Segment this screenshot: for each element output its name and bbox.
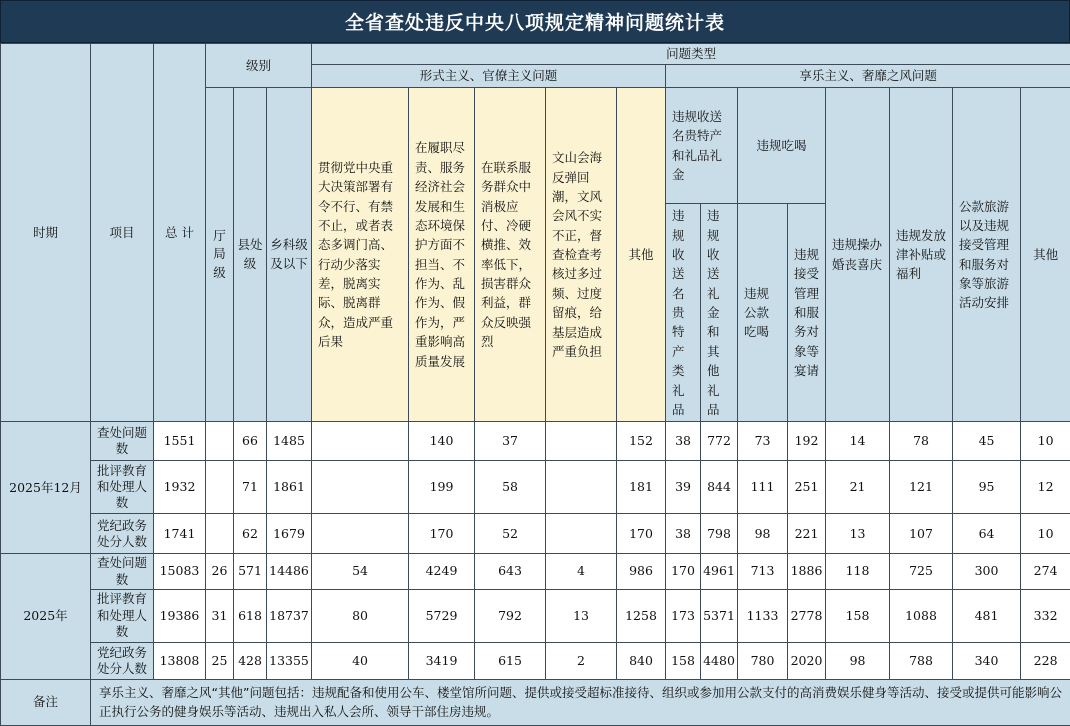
header-item: 项目 bbox=[91, 44, 154, 422]
table-cell: 725 bbox=[890, 554, 953, 590]
table-cell bbox=[206, 461, 234, 514]
table-cell: 192 bbox=[788, 422, 826, 461]
table-cell: 170 bbox=[617, 514, 666, 554]
table-cell: 1088 bbox=[890, 589, 953, 642]
table-cell: 54 bbox=[312, 554, 409, 590]
table-cell: 80 bbox=[312, 589, 409, 642]
stats-table bbox=[0, 43, 1070, 726]
table-cell: 4961 bbox=[701, 554, 738, 590]
table-cell: 14486 bbox=[267, 554, 312, 590]
table-cell: 844 bbox=[701, 461, 738, 514]
table-cell: 643 bbox=[475, 554, 546, 590]
header-level-xian: 县处级 bbox=[234, 88, 267, 422]
table-cell: 2 bbox=[546, 642, 617, 679]
table-cell: 98 bbox=[826, 642, 890, 679]
header-period: 时期 bbox=[1, 44, 91, 422]
table-cell: 173 bbox=[666, 589, 701, 642]
table-cell: 25 bbox=[206, 642, 234, 679]
header-h-eat: 违规吃喝 bbox=[738, 88, 826, 204]
header-h-gift: 违规收送名贵特产和礼品礼金 bbox=[666, 88, 738, 204]
table-cell: 1679 bbox=[267, 514, 312, 554]
header-h-travel: 公款旅游以及违规接受管理和服务对象等旅游活动安排 bbox=[953, 88, 1021, 422]
header-h-eat1: 违规公款吃喝 bbox=[738, 204, 788, 422]
table-cell: 199 bbox=[409, 461, 475, 514]
table-cell: 788 bbox=[890, 642, 953, 679]
table-cell bbox=[546, 422, 617, 461]
header-total: 总 计 bbox=[154, 44, 206, 422]
header-f1: 贯彻党中央重大决策部署有令不行、有禁不止，或者表态多调门高、行动少落实差，脱离实际、脱离群众，造成严重后果 bbox=[312, 88, 409, 422]
period-label: 2025年12月 bbox=[1, 422, 91, 554]
table-cell: 140 bbox=[409, 422, 475, 461]
header-h-subsidy: 违规发放津补贴或福利 bbox=[890, 88, 953, 422]
table-cell: 13 bbox=[546, 589, 617, 642]
table-cell: 1932 bbox=[154, 461, 206, 514]
table-cell: 38 bbox=[666, 514, 701, 554]
table-cell: 13355 bbox=[267, 642, 312, 679]
header-level: 级别 bbox=[206, 44, 312, 88]
table-cell bbox=[206, 422, 234, 461]
row-label: 党纪政务处分人数 bbox=[91, 642, 154, 679]
header-h-gift2: 违规收送礼金和其他礼品 bbox=[701, 204, 738, 422]
table-cell: 428 bbox=[234, 642, 267, 679]
table-cell: 181 bbox=[617, 461, 666, 514]
note-text: 享乐主义、奢靡之风“其他”问题包括：违规配备和使用公车、楼堂馆所问题、提供或接受超标准接待、组织或参加用公款支付的高消费娱乐健身等活动、接受或提供可能影响公正执行公务的健身娱乐等活动、违规出入私人会所、领导干部住房违规。 bbox=[91, 679, 1070, 725]
table-cell: 481 bbox=[953, 589, 1021, 642]
table-cell: 14 bbox=[826, 422, 890, 461]
table-row bbox=[1, 461, 1070, 514]
period-label: 2025年 bbox=[1, 554, 91, 680]
table-cell: 3419 bbox=[409, 642, 475, 679]
table-cell: 1258 bbox=[617, 589, 666, 642]
table-cell: 37 bbox=[475, 422, 546, 461]
table-cell: 98 bbox=[738, 514, 788, 554]
row-label: 查处问题数 bbox=[91, 554, 154, 590]
table-cell: 2778 bbox=[788, 589, 826, 642]
table-cell: 158 bbox=[666, 642, 701, 679]
table-cell: 615 bbox=[475, 642, 546, 679]
table-cell: 618 bbox=[234, 589, 267, 642]
table-cell: 571 bbox=[234, 554, 267, 590]
table-cell: 107 bbox=[890, 514, 953, 554]
table-row bbox=[1, 554, 1070, 590]
table-cell: 713 bbox=[738, 554, 788, 590]
table-cell: 73 bbox=[738, 422, 788, 461]
table-cell: 18737 bbox=[267, 589, 312, 642]
table-cell: 118 bbox=[826, 554, 890, 590]
table-cell: 4249 bbox=[409, 554, 475, 590]
table-cell: 1485 bbox=[267, 422, 312, 461]
table-cell: 251 bbox=[788, 461, 826, 514]
table-cell: 792 bbox=[475, 589, 546, 642]
header-f5: 其他 bbox=[617, 88, 666, 422]
header-f3: 在联系服务群众中消极应付、冷硬横推、效率低下，损害群众利益，群众反映强烈 bbox=[475, 88, 546, 422]
table-cell: 332 bbox=[1021, 589, 1070, 642]
table-cell: 64 bbox=[953, 514, 1021, 554]
table-cell: 95 bbox=[953, 461, 1021, 514]
table-cell: 52 bbox=[475, 514, 546, 554]
header-hedonism: 享乐主义、奢靡之风问题 bbox=[666, 65, 1070, 88]
header-h-wedding: 违规操办婚丧喜庆 bbox=[826, 88, 890, 422]
table-cell: 78 bbox=[890, 422, 953, 461]
table-cell: 1133 bbox=[738, 589, 788, 642]
table-cell bbox=[312, 461, 409, 514]
table-cell: 13808 bbox=[154, 642, 206, 679]
table-cell: 1861 bbox=[267, 461, 312, 514]
table-cell: 1886 bbox=[788, 554, 826, 590]
table-cell: 10 bbox=[1021, 514, 1070, 554]
row-label: 批评教育和处理人数 bbox=[91, 589, 154, 642]
table-cell: 5729 bbox=[409, 589, 475, 642]
note-label: 备注 bbox=[1, 679, 91, 725]
header-h-other: 其他 bbox=[1021, 88, 1070, 422]
table-cell: 66 bbox=[234, 422, 267, 461]
table-cell: 986 bbox=[617, 554, 666, 590]
table-row bbox=[1, 422, 1070, 461]
row-label: 党纪政务处分人数 bbox=[91, 514, 154, 554]
table-cell bbox=[312, 422, 409, 461]
table-cell: 71 bbox=[234, 461, 267, 514]
row-label: 批评教育和处理人数 bbox=[91, 461, 154, 514]
table-cell: 62 bbox=[234, 514, 267, 554]
table-cell: 772 bbox=[701, 422, 738, 461]
table-cell: 13 bbox=[826, 514, 890, 554]
table-cell: 15083 bbox=[154, 554, 206, 590]
header-level-xiang: 乡科级及以下 bbox=[267, 88, 312, 422]
table-cell: 170 bbox=[409, 514, 475, 554]
table-cell: 40 bbox=[312, 642, 409, 679]
table-cell: 2020 bbox=[788, 642, 826, 679]
table-cell: 121 bbox=[890, 461, 953, 514]
table-cell: 58 bbox=[475, 461, 546, 514]
table-cell: 10 bbox=[1021, 422, 1070, 461]
header-problem-type: 问题类型 bbox=[312, 44, 1070, 65]
table-row bbox=[1, 514, 1070, 554]
table-cell: 300 bbox=[953, 554, 1021, 590]
table-cell: 12 bbox=[1021, 461, 1070, 514]
table-cell: 170 bbox=[666, 554, 701, 590]
table-cell: 26 bbox=[206, 554, 234, 590]
table-cell: 152 bbox=[617, 422, 666, 461]
table-title: 全省查处违反中央八项规定精神问题统计表 bbox=[0, 0, 1070, 43]
table-cell: 111 bbox=[738, 461, 788, 514]
table-cell: 221 bbox=[788, 514, 826, 554]
table-cell: 5371 bbox=[701, 589, 738, 642]
table-row bbox=[1, 642, 1070, 679]
table-cell: 798 bbox=[701, 514, 738, 554]
table-cell: 38 bbox=[666, 422, 701, 461]
header-formalism: 形式主义、官僚主义问题 bbox=[312, 65, 666, 88]
table-cell: 45 bbox=[953, 422, 1021, 461]
table-cell bbox=[312, 514, 409, 554]
table-cell: 31 bbox=[206, 589, 234, 642]
header-f2: 在履职尽责、服务经济社会发展和生态环境保护方面不担当、不作为、乱作为、假作为，严重影响高质量发展 bbox=[409, 88, 475, 422]
table-cell: 780 bbox=[738, 642, 788, 679]
table-cell: 228 bbox=[1021, 642, 1070, 679]
header-f4: 文山会海反弹回潮，文风会风不实不正，督查检查考核过多过频、过度留痕，给基层造成严重负担 bbox=[546, 88, 617, 422]
table-cell: 274 bbox=[1021, 554, 1070, 590]
table-cell: 39 bbox=[666, 461, 701, 514]
table-cell: 21 bbox=[826, 461, 890, 514]
header-level-ting: 厅局级 bbox=[206, 88, 234, 422]
table-cell bbox=[206, 514, 234, 554]
table-cell: 340 bbox=[953, 642, 1021, 679]
table-cell: 840 bbox=[617, 642, 666, 679]
table-cell: 1551 bbox=[154, 422, 206, 461]
table-cell: 158 bbox=[826, 589, 890, 642]
table-row bbox=[1, 589, 1070, 642]
table-cell bbox=[546, 461, 617, 514]
table-cell: 4 bbox=[546, 554, 617, 590]
header-h-eat2: 违规接受管理和服务对象等宴请 bbox=[788, 204, 826, 422]
table-cell: 19386 bbox=[154, 589, 206, 642]
table-cell: 4480 bbox=[701, 642, 738, 679]
table-cell: 1741 bbox=[154, 514, 206, 554]
table-cell bbox=[546, 514, 617, 554]
row-label: 查处问题数 bbox=[91, 422, 154, 461]
header-h-gift1: 违规收送名贵特产类礼品 bbox=[666, 204, 701, 422]
